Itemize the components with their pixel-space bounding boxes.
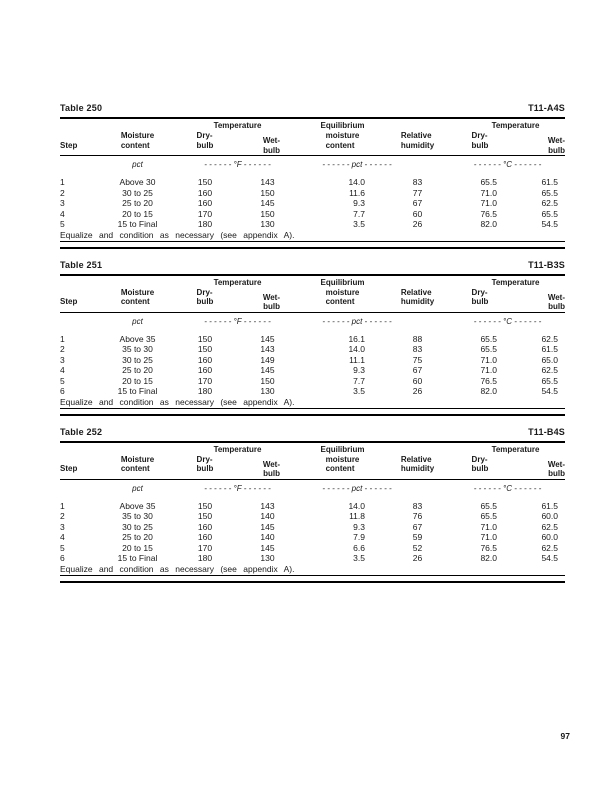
cell-step: 3 (60, 354, 65, 365)
column-header-moisture-content (100, 288, 175, 307)
cell-dry-bulb-f: 160 (197, 532, 213, 542)
cell-wet-bulb-c: 65.0 (541, 354, 558, 365)
table-row (60, 553, 565, 564)
units-pct-dashes: - - - - - - pct - - - - - - (322, 160, 392, 169)
table-footnote: Equalize and condition as necessary (see appendix A). (60, 230, 565, 242)
column-header-moisture-content-line2: content (120, 297, 150, 306)
column-group-temperature-fahrenheit: Temperature (213, 121, 262, 130)
column-header-dry-bulb-c-line1: Dry- (471, 287, 488, 297)
column-header-wet-bulb-c-line1: Wet- (547, 136, 565, 145)
cell-dry-bulb-f: 180 (197, 386, 213, 396)
cell-dry-bulb-f: 160 (197, 187, 213, 198)
column-header-moisture-content (100, 455, 175, 474)
cell-wet-bulb-f: 145 (260, 542, 275, 553)
column-header-relative-humidity-line1: Relative (400, 131, 432, 140)
column-header-wet-bulb-f-line2: bulb (263, 469, 280, 478)
kiln-schedule-table (60, 260, 565, 416)
cell-wet-bulb-f: 145 (260, 365, 275, 375)
column-header-wet-bulb-f-line2: bulb (263, 302, 280, 311)
cell-dry-bulb-c: 82.0 (480, 386, 497, 396)
cell-dry-bulb-c: 65.5 (480, 177, 497, 187)
column-header-wet-bulb-c-line2: bulb (548, 302, 565, 311)
cell-dry-bulb-f: 160 (197, 354, 213, 365)
column-header-dry-bulb-c-line1: Dry- (471, 131, 488, 140)
cell-moisture-content: 25 to 20 (122, 532, 153, 542)
column-header-dry-bulb-c-line2: bulb (471, 297, 489, 306)
cell-wet-bulb-f: 143 (260, 177, 275, 187)
cell-step: 6 (60, 553, 65, 563)
cell-step: 2 (60, 344, 65, 354)
table-titlebar (60, 260, 565, 274)
column-header-wet-bulb-f-line1: Wet- (262, 292, 280, 302)
cell-wet-bulb-c: 61.5 (541, 500, 558, 511)
table-bottom-rule (60, 409, 565, 416)
cell-step: 1 (60, 177, 65, 187)
cell-equilibrium-moisture-content: 3.5 (353, 386, 365, 396)
cell-moisture-content: 35 to 30 (122, 344, 153, 354)
cell-step: 5 (60, 375, 65, 386)
cell-dry-bulb-f: 170 (197, 542, 213, 553)
table-row (60, 219, 565, 230)
table-titlebar (60, 427, 565, 441)
column-header-wet-bulb-c-line2: bulb (548, 469, 565, 478)
column-group-temperature-celsius: Temperature (491, 121, 540, 130)
column-header-moisture-content-line2: content (120, 140, 150, 150)
table-row (60, 522, 565, 533)
cell-relative-humidity: 52 (412, 542, 423, 553)
cell-dry-bulb-c: 71.0 (480, 354, 497, 365)
column-group-equilibrium: Equilibrium (320, 121, 365, 130)
cell-equilibrium-moisture-content: 9.3 (353, 365, 365, 375)
column-group-equilibrium: Equilibrium (320, 444, 365, 454)
units-celsius: - - - - - - °C - - - - - - (473, 160, 542, 169)
column-header-equilibrium-moisture-content (300, 131, 385, 150)
cell-wet-bulb-f: 130 (260, 553, 275, 563)
cell-wet-bulb-c: 60.0 (541, 511, 558, 521)
cell-dry-bulb-f: 150 (197, 177, 213, 187)
column-header-wet-bulb-f (235, 460, 300, 479)
cell-dry-bulb-f: 180 (197, 553, 213, 563)
units-fahrenheit: - - - - - - °F - - - - - - (204, 160, 271, 169)
cell-moisture-content: 20 to 15 (122, 208, 153, 219)
column-header-dry-bulb-c (450, 131, 510, 150)
cell-moisture-content: 30 to 25 (122, 187, 153, 198)
table-units-row (60, 480, 565, 495)
cell-dry-bulb-c: 76.5 (480, 542, 497, 553)
cell-moisture-content: 30 to 25 (122, 521, 153, 532)
column-header-dry-bulb-f-line1: Dry- (196, 287, 213, 297)
column-header-wet-bulb-f-line2: bulb (263, 145, 280, 155)
cell-equilibrium-moisture-content: 6.6 (353, 542, 365, 553)
units-fahrenheit: - - - - - - °F - - - - - - (204, 316, 271, 326)
table-row (60, 209, 565, 220)
table-code: T11-B4S (528, 426, 565, 437)
column-header-relative-humidity-line1: Relative (400, 287, 432, 297)
cell-dry-bulb-c: 71.0 (480, 532, 497, 542)
cell-wet-bulb-c: 65.5 (541, 187, 558, 198)
column-header-emc-line2: content (325, 464, 355, 473)
column-group-temperature-fahrenheit: Temperature (213, 277, 262, 287)
cell-relative-humidity: 26 (412, 219, 423, 229)
cell-step: 2 (60, 511, 65, 521)
cell-dry-bulb-c: 65.5 (480, 500, 497, 511)
column-header-dry-bulb-f-line2: bulb (196, 464, 214, 473)
cell-equilibrium-moisture-content: 16.1 (348, 333, 365, 344)
column-header-wet-bulb-f-line1: Wet- (262, 136, 280, 145)
cell-dry-bulb-f: 150 (197, 511, 213, 521)
column-header-dry-bulb-c (450, 455, 510, 474)
cell-wet-bulb-c: 65.5 (541, 375, 558, 386)
cell-dry-bulb-c: 71.0 (480, 521, 497, 532)
cell-step: 3 (60, 198, 65, 208)
cell-dry-bulb-f: 150 (197, 344, 213, 354)
cell-step: 5 (60, 542, 65, 553)
cell-wet-bulb-c: 61.5 (541, 177, 558, 187)
column-header-moisture-content-line1: Moisture (120, 287, 155, 297)
cell-dry-bulb-c: 65.5 (480, 333, 497, 344)
column-header-moisture-content-line2: content (120, 464, 150, 473)
cell-wet-bulb-f: 143 (260, 344, 275, 354)
column-header-dry-bulb-f (175, 288, 235, 307)
table-row (60, 355, 565, 366)
column-header-dry-bulb-c (450, 288, 510, 307)
cell-relative-humidity: 67 (412, 198, 423, 208)
cell-moisture-content: Above 35 (119, 500, 156, 511)
cell-dry-bulb-f: 160 (197, 365, 213, 375)
table-footnote: Equalize and condition as necessary (see appendix A). (60, 397, 565, 409)
column-header-relative-humidity-line2: humidity (400, 464, 435, 473)
cell-moisture-content: Above 30 (119, 177, 156, 187)
cell-step: 5 (60, 219, 65, 229)
cell-moisture-content: 20 to 15 (122, 542, 153, 553)
column-header-relative-humidity-line2: humidity (400, 297, 435, 306)
table-row (60, 532, 565, 543)
cell-equilibrium-moisture-content: 3.5 (353, 553, 365, 563)
column-header-wet-bulb-c (510, 293, 565, 312)
column-header-dry-bulb-f-line1: Dry- (196, 131, 213, 140)
cell-relative-humidity: 26 (412, 386, 423, 396)
table-header (60, 117, 565, 156)
column-header-emc-line1: moisture (325, 131, 360, 140)
cell-equilibrium-moisture-content: 7.9 (353, 532, 365, 542)
column-group-temperature-celsius: Temperature (491, 277, 540, 287)
column-header-equilibrium-moisture-content (300, 288, 385, 307)
table-row (60, 543, 565, 554)
kiln-schedule-table (60, 427, 565, 583)
cell-wet-bulb-f: 143 (260, 500, 275, 511)
cell-wet-bulb-f: 130 (260, 386, 275, 396)
column-header-moisture-content-line1: Moisture (120, 131, 155, 140)
table-rows (60, 171, 565, 230)
column-header-step: Step (60, 297, 78, 306)
cell-wet-bulb-f: 145 (260, 521, 275, 532)
cell-equilibrium-moisture-content: 14.0 (348, 500, 365, 511)
page-number: 97 (560, 731, 570, 741)
table-title: Table 250 (60, 103, 103, 113)
cell-step: 6 (60, 386, 65, 396)
table-row (60, 365, 565, 376)
cell-step: 4 (60, 532, 65, 542)
column-header-emc-line2: content (325, 297, 355, 306)
kiln-schedule-table (60, 103, 565, 249)
cell-dry-bulb-f: 170 (197, 375, 213, 386)
cell-equilibrium-moisture-content: 9.3 (353, 198, 365, 208)
cell-relative-humidity: 88 (412, 333, 423, 344)
cell-moisture-content: 30 to 25 (122, 354, 153, 365)
column-header-dry-bulb-c-line2: bulb (471, 464, 489, 473)
cell-step: 3 (60, 521, 65, 532)
table-row (60, 376, 565, 387)
column-header-wet-bulb-c (510, 460, 565, 479)
column-group-temperature-celsius: Temperature (491, 444, 540, 454)
column-header-relative-humidity-line1: Relative (400, 454, 432, 464)
cell-dry-bulb-c: 76.5 (480, 208, 497, 219)
units-celsius: - - - - - - °C - - - - - - (473, 483, 542, 493)
table-header (60, 441, 565, 480)
cell-wet-bulb-f: 140 (260, 511, 275, 521)
column-header-moisture-content (100, 131, 175, 150)
cell-moisture-content: 15 to Final (117, 386, 158, 396)
cell-wet-bulb-c: 65.5 (541, 208, 558, 219)
cell-equilibrium-moisture-content: 14.0 (348, 344, 365, 354)
table-title: Table 252 (60, 426, 103, 437)
table-rows (60, 328, 565, 397)
cell-equilibrium-moisture-content: 14.0 (348, 177, 365, 187)
cell-moisture-content: 15 to Final (117, 553, 158, 563)
cell-dry-bulb-f: 150 (197, 333, 213, 344)
cell-relative-humidity: 77 (412, 187, 423, 198)
cell-relative-humidity: 75 (412, 354, 423, 365)
cell-step: 1 (60, 333, 65, 344)
cell-relative-humidity: 26 (412, 553, 423, 563)
cell-relative-humidity: 60 (412, 375, 423, 386)
column-header-dry-bulb-f (175, 455, 235, 474)
cell-wet-bulb-c: 61.5 (541, 344, 558, 354)
column-header-wet-bulb-c (510, 136, 565, 155)
cell-moisture-content: 25 to 20 (122, 198, 153, 208)
cell-dry-bulb-f: 150 (197, 500, 213, 511)
column-header-dry-bulb-f-line2: bulb (196, 297, 214, 306)
cell-wet-bulb-c: 60.0 (541, 532, 558, 542)
cell-wet-bulb-f: 130 (260, 219, 275, 229)
cell-wet-bulb-f: 150 (260, 208, 275, 219)
table-row (60, 334, 565, 345)
table-row (60, 198, 565, 209)
cell-equilibrium-moisture-content: 7.7 (353, 208, 365, 219)
cell-step: 2 (60, 187, 65, 198)
table-code: T11-A4S (528, 103, 565, 113)
cell-wet-bulb-c: 54.5 (541, 386, 558, 396)
table-row (60, 501, 565, 512)
column-header-relative-humidity-line2: humidity (400, 140, 435, 150)
column-header-step: Step (60, 140, 78, 150)
column-header-dry-bulb-f (175, 131, 235, 150)
tables-container (60, 103, 565, 583)
cell-dry-bulb-c: 65.5 (480, 511, 497, 521)
cell-wet-bulb-f: 145 (260, 198, 275, 208)
units-pct: pct (132, 316, 143, 326)
cell-dry-bulb-f: 160 (197, 521, 213, 532)
table-row (60, 177, 565, 188)
column-header-wet-bulb-c-line1: Wet- (547, 292, 565, 302)
cell-equilibrium-moisture-content: 11.1 (349, 354, 365, 365)
units-pct-dashes: - - - - - - pct - - - - - - (322, 316, 392, 326)
column-header-relative-humidity (385, 455, 450, 474)
table-bottom-rule (60, 576, 565, 583)
cell-dry-bulb-c: 76.5 (480, 375, 497, 386)
table-row (60, 344, 565, 355)
table-code: T11-B3S (528, 259, 565, 270)
cell-equilibrium-moisture-content: 11.6 (349, 187, 365, 198)
cell-dry-bulb-c: 82.0 (480, 219, 497, 229)
column-header-dry-bulb-c-line2: bulb (471, 140, 489, 150)
cell-wet-bulb-c: 54.5 (541, 553, 558, 563)
cell-wet-bulb-c: 62.5 (541, 521, 558, 532)
column-header-emc-line1: moisture (325, 287, 360, 297)
cell-wet-bulb-c: 54.5 (541, 219, 558, 229)
table-units-row (60, 156, 565, 171)
cell-dry-bulb-f: 180 (197, 219, 213, 229)
cell-wet-bulb-f: 150 (260, 187, 275, 198)
cell-relative-humidity: 83 (412, 177, 423, 187)
cell-moisture-content: 35 to 30 (122, 511, 153, 521)
cell-moisture-content: Above 35 (119, 333, 156, 344)
column-header-moisture-content-line1: Moisture (120, 454, 155, 464)
cell-dry-bulb-c: 71.0 (480, 365, 497, 375)
cell-dry-bulb-c: 71.0 (480, 187, 497, 198)
cell-moisture-content: 15 to Final (117, 219, 158, 229)
cell-relative-humidity: 60 (412, 208, 423, 219)
cell-wet-bulb-f: 149 (260, 354, 275, 365)
cell-moisture-content: 25 to 20 (122, 365, 153, 375)
column-header-relative-humidity (385, 131, 450, 150)
column-group-temperature-fahrenheit: Temperature (213, 444, 262, 454)
units-fahrenheit: - - - - - - °F - - - - - - (204, 483, 271, 493)
column-header-wet-bulb-c-line2: bulb (548, 145, 565, 155)
table-row (60, 386, 565, 397)
cell-wet-bulb-c: 62.5 (541, 333, 558, 344)
cell-dry-bulb-c: 71.0 (480, 198, 497, 208)
cell-equilibrium-moisture-content: 7.7 (353, 375, 365, 386)
table-footnote: Equalize and condition as necessary (see appendix A). (60, 564, 565, 576)
column-header-wet-bulb-f (235, 293, 300, 312)
cell-wet-bulb-c: 62.5 (541, 542, 558, 553)
table-titlebar (60, 103, 565, 117)
cell-step: 1 (60, 500, 65, 511)
cell-dry-bulb-f: 170 (197, 208, 213, 219)
cell-step: 4 (60, 208, 65, 219)
column-header-relative-humidity (385, 288, 450, 307)
cell-wet-bulb-c: 62.5 (541, 198, 558, 208)
table-row (60, 188, 565, 199)
cell-dry-bulb-c: 82.0 (480, 553, 497, 563)
units-pct: pct (132, 160, 143, 169)
table-rows (60, 495, 565, 564)
cell-relative-humidity: 76 (412, 511, 423, 521)
cell-equilibrium-moisture-content: 9.3 (353, 521, 365, 532)
table-units-row (60, 313, 565, 328)
cell-relative-humidity: 83 (412, 344, 423, 354)
column-header-wet-bulb-c-line1: Wet- (547, 459, 565, 469)
cell-moisture-content: 20 to 15 (122, 375, 153, 386)
table-title: Table 251 (60, 259, 103, 270)
column-header-wet-bulb-f (235, 136, 300, 155)
column-header-dry-bulb-f-line2: bulb (196, 140, 214, 150)
column-header-dry-bulb-c-line1: Dry- (471, 454, 488, 464)
column-header-emc-line1: moisture (325, 454, 360, 464)
column-header-wet-bulb-f-line1: Wet- (262, 459, 280, 469)
table-row (60, 511, 565, 522)
table-header (60, 274, 565, 313)
cell-relative-humidity: 67 (412, 365, 423, 375)
cell-relative-humidity: 67 (412, 521, 423, 532)
cell-equilibrium-moisture-content: 11.8 (349, 511, 365, 521)
cell-wet-bulb-c: 62.5 (541, 365, 558, 375)
cell-step: 4 (60, 365, 65, 375)
units-pct-dashes: - - - - - - pct - - - - - - (322, 483, 392, 493)
column-header-step: Step (60, 464, 78, 473)
cell-relative-humidity: 83 (412, 500, 423, 511)
cell-dry-bulb-f: 160 (197, 198, 213, 208)
column-header-equilibrium-moisture-content (300, 455, 385, 474)
units-pct: pct (132, 483, 143, 493)
column-header-dry-bulb-f-line1: Dry- (196, 454, 213, 464)
units-celsius: - - - - - - °C - - - - - - (473, 316, 542, 326)
cell-wet-bulb-f: 145 (260, 333, 275, 344)
cell-wet-bulb-f: 150 (260, 375, 275, 386)
column-header-emc-line2: content (325, 140, 355, 150)
column-group-equilibrium: Equilibrium (320, 277, 365, 287)
table-bottom-rule (60, 242, 565, 249)
cell-wet-bulb-f: 140 (260, 532, 275, 542)
cell-equilibrium-moisture-content: 3.5 (353, 219, 365, 229)
cell-relative-humidity: 59 (412, 532, 423, 542)
cell-dry-bulb-c: 65.5 (480, 344, 497, 354)
